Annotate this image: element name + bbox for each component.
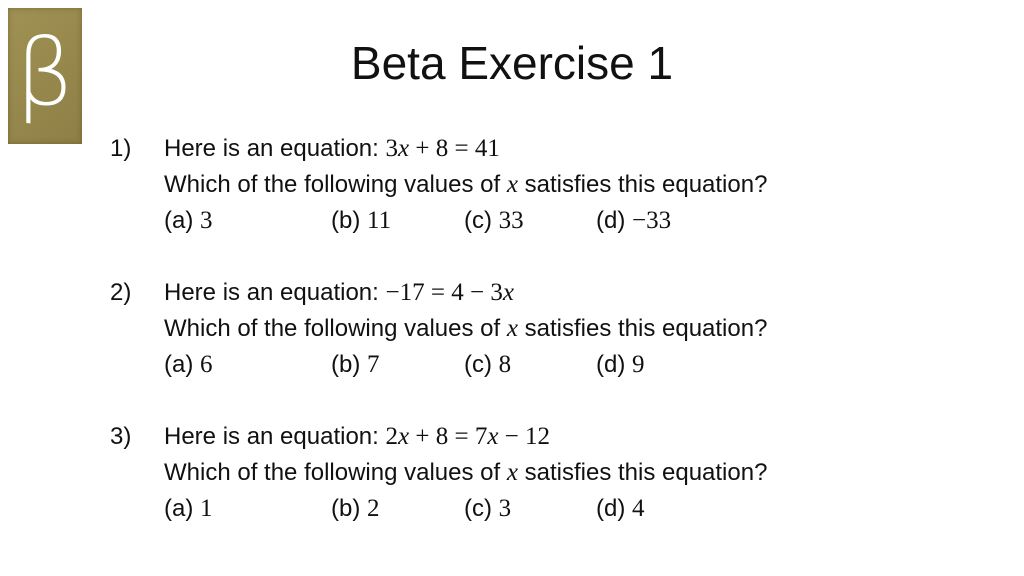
option-label: (b) <box>331 207 367 234</box>
question-text <box>164 455 970 491</box>
option-a <box>164 347 331 383</box>
option-value: 3 <box>200 207 213 234</box>
answer-options <box>164 491 970 527</box>
option-value: 6 <box>200 351 213 378</box>
option-value: 4 <box>632 495 645 522</box>
option-label: (a) <box>164 495 200 522</box>
question-text <box>164 167 970 203</box>
equation: −17 = 4 − 3x <box>385 279 514 306</box>
equation-prompt: Here is an equation: <box>164 135 386 162</box>
option-d <box>596 203 716 239</box>
option-label: (c) <box>464 351 499 378</box>
option-label: (c) <box>464 207 499 234</box>
question-text <box>164 311 970 347</box>
answer-options <box>164 347 970 383</box>
option-b <box>331 203 464 239</box>
option-label: (a) <box>164 351 200 378</box>
option-label: (d) <box>596 495 632 522</box>
option-value: 3 <box>498 495 512 522</box>
option-a <box>164 203 331 239</box>
question-text-after: satisfies this equation? <box>517 171 768 198</box>
question-text-before: Which of the following values of <box>164 171 507 198</box>
option-c <box>464 491 596 527</box>
equation: 2x + 8 = 7x − 12 <box>385 423 551 450</box>
option-d <box>596 347 716 383</box>
option-b <box>331 491 464 527</box>
option-label: (b) <box>331 495 367 522</box>
question-list <box>110 131 970 563</box>
option-c <box>464 347 596 383</box>
question-number: 3) <box>110 423 132 450</box>
question-number: 2) <box>110 279 132 306</box>
question-3 <box>110 419 970 527</box>
question-text-after: satisfies this equation? <box>517 315 768 342</box>
question-body <box>164 275 970 383</box>
option-value: −33 <box>632 207 672 234</box>
option-label: (d) <box>596 351 632 378</box>
equation-line <box>164 275 970 311</box>
option-a <box>164 491 331 527</box>
question-number: 1) <box>110 135 132 162</box>
option-value: 7 <box>367 351 380 378</box>
question-variable: x <box>506 459 518 486</box>
equation-line <box>164 419 970 455</box>
option-value: 33 <box>498 207 524 234</box>
option-label: (b) <box>331 351 367 378</box>
option-value: 2 <box>367 495 380 522</box>
option-label: (d) <box>596 207 632 234</box>
question-variable: x <box>506 171 518 198</box>
option-b <box>331 347 464 383</box>
question-body <box>164 419 970 527</box>
question-text-after: satisfies this equation? <box>517 459 768 486</box>
question-2 <box>110 275 970 383</box>
option-value: 8 <box>498 351 512 378</box>
equation-prompt: Here is an equation: <box>164 279 386 306</box>
option-value: 11 <box>367 207 392 234</box>
answer-options <box>164 203 970 239</box>
option-label: (c) <box>464 495 499 522</box>
option-value: 9 <box>632 351 645 378</box>
page-title: Beta Exercise 1 <box>350 37 674 89</box>
equation-prompt: Here is an equation: <box>164 423 386 450</box>
question-text-before: Which of the following values of <box>164 459 507 486</box>
option-value: 1 <box>200 495 213 522</box>
beta-logo-glyph: β <box>15 19 75 126</box>
equation: 3x + 8 = 41 <box>385 135 500 162</box>
option-d <box>596 491 716 527</box>
option-c <box>464 203 596 239</box>
question-text-before: Which of the following values of <box>164 315 507 342</box>
option-label: (a) <box>164 207 200 234</box>
equation-line <box>164 131 970 167</box>
question-body <box>164 131 970 239</box>
question-variable: x <box>506 315 518 342</box>
question-1 <box>110 131 970 239</box>
